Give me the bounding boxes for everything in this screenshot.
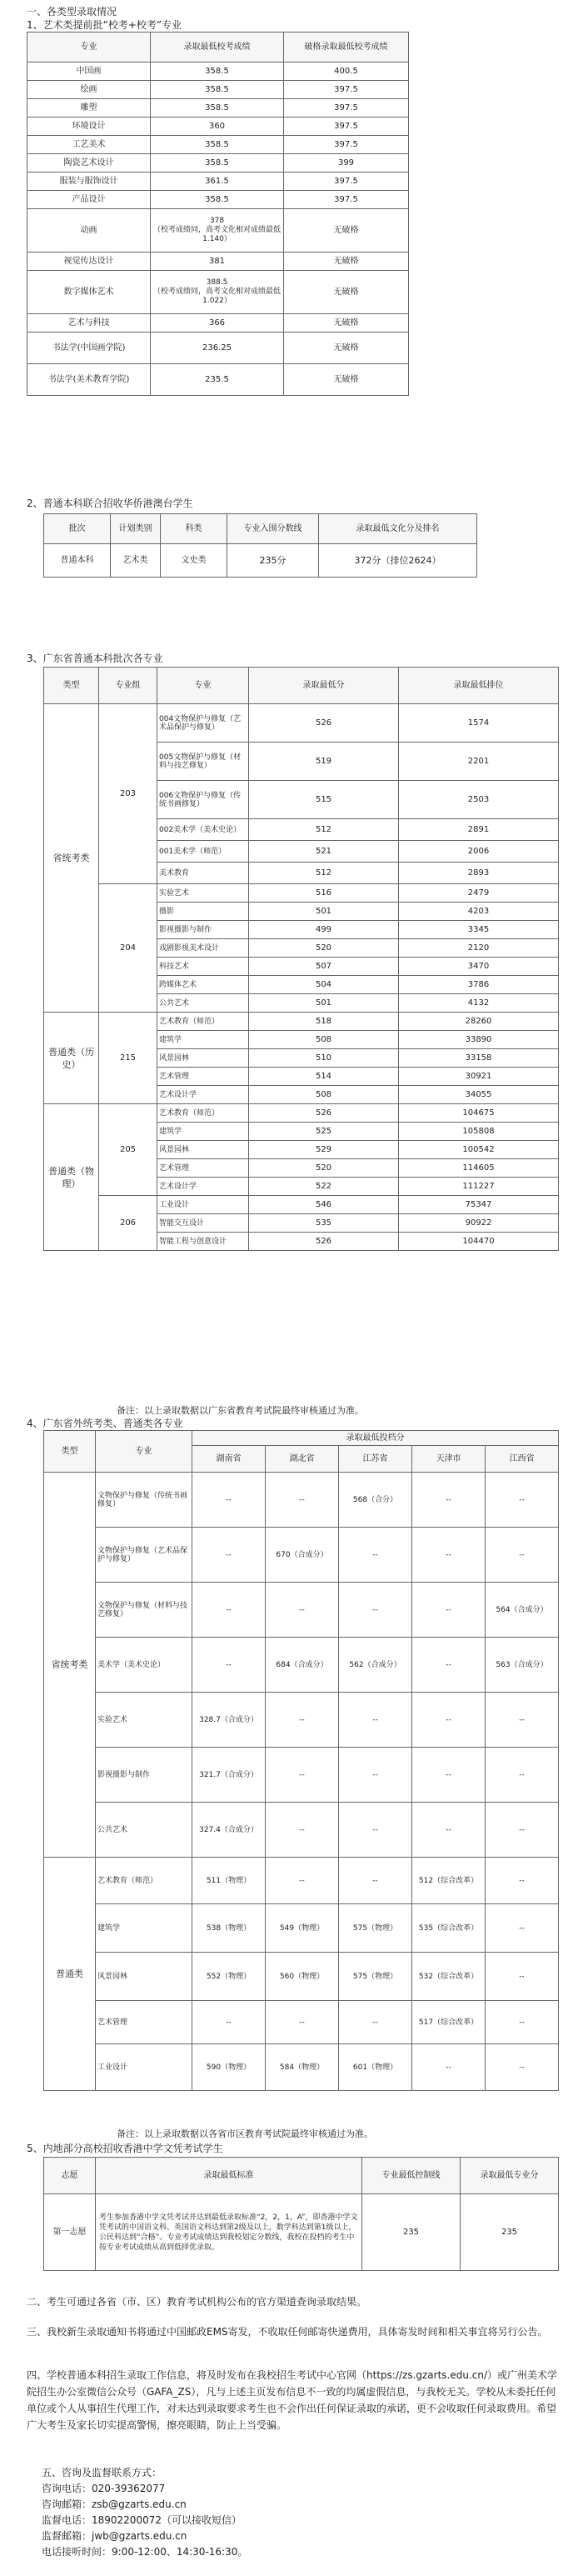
cell: 无破格 <box>284 364 409 396</box>
cell: 文史类 <box>161 544 227 578</box>
cell: 111227 <box>399 1178 559 1196</box>
cell: 服装与服饰设计 <box>27 173 151 191</box>
cell: 321.7（合成分） <box>192 1748 266 1803</box>
table-art-school-exam <box>27 32 409 396</box>
table-overseas <box>43 513 477 578</box>
cell: 工业设计 <box>96 2044 192 2091</box>
cell: -- <box>412 1583 486 1638</box>
cell: 521 <box>249 841 399 863</box>
cell: -- <box>266 1748 339 1803</box>
table-row <box>27 209 409 253</box>
cell: 358.5 <box>151 81 284 99</box>
cell: -- <box>192 1473 266 1528</box>
table-row <box>44 1638 559 1693</box>
col-header: 专业 <box>157 668 249 704</box>
cell: -- <box>412 1638 486 1693</box>
col-header: 专业入围分数线 <box>227 514 319 544</box>
col-header: 录取最低分 <box>249 668 399 704</box>
major-cell: 004文物保护与修复（艺术品保护与修复） <box>157 704 249 743</box>
cell: 114605 <box>399 1159 559 1178</box>
cell: -- <box>339 2001 412 2044</box>
cell: 601（物理） <box>339 2044 412 2091</box>
type-cell: 省统考类 <box>44 1473 96 1858</box>
cell: -- <box>266 1693 339 1748</box>
cell: 508 <box>249 1031 399 1049</box>
cell: 520 <box>249 1159 399 1178</box>
cell: -- <box>486 2001 559 2044</box>
cell: -- <box>486 1473 559 1528</box>
table-row <box>44 2044 559 2091</box>
cell: 501 <box>249 903 399 921</box>
table-row <box>27 173 409 191</box>
s4-note: 备注：以上录取数据以各省市区教育考试院最终审核通过为准。 <box>117 2128 373 2139</box>
table-row <box>44 1748 559 1803</box>
cell: 普通本科 <box>44 544 111 578</box>
table-row <box>27 191 409 209</box>
supervision-phone: 监督电话：18902200072（可以接收短信） <box>42 2514 242 2526</box>
table-row <box>44 1473 559 1528</box>
cell: 563（合成分） <box>486 1638 559 1693</box>
cell: -- <box>339 1693 412 1748</box>
table-row <box>27 314 409 333</box>
major-cell: 006文物保护与修复（传统书画修复） <box>157 781 249 819</box>
cell: 2201 <box>399 743 559 781</box>
type-cell: 普通类（物理） <box>44 1104 99 1251</box>
col-header: 批次 <box>44 514 111 544</box>
cell: 516 <box>249 884 399 903</box>
cell: 30921 <box>399 1068 559 1086</box>
cell: 400.5 <box>284 63 409 81</box>
table-row <box>27 271 409 314</box>
s3-title: 3、广东省普通本科批次各专业 <box>27 653 163 664</box>
cell: 508 <box>249 1086 399 1104</box>
cell: 33158 <box>399 1049 559 1068</box>
cell: 104675 <box>399 1104 559 1123</box>
cell: 28260 <box>399 1013 559 1031</box>
major-cell: 戏剧影视美术设计 <box>157 939 249 958</box>
major-cell: 艺术管理 <box>157 1068 249 1086</box>
cell: 327.4（合成分） <box>192 1803 266 1858</box>
col-header: 录取最低标准 <box>96 2158 362 2194</box>
table-header-row <box>44 514 477 544</box>
table-row <box>27 154 409 173</box>
col-header: 录取最低投档分 <box>192 1431 559 1446</box>
cell: -- <box>339 1803 412 1858</box>
group-cell: 205 <box>99 1104 157 1196</box>
cell: 建筑学 <box>96 1904 192 1953</box>
cell: 书法学(美术教育学院) <box>27 364 151 396</box>
cell: 507 <box>249 958 399 976</box>
cell: 397.5 <box>284 118 409 136</box>
cell: 575（物理） <box>339 1904 412 1953</box>
cell: -- <box>339 1583 412 1638</box>
table-row <box>44 1013 559 1031</box>
cell: 艺术管理 <box>96 2001 192 2044</box>
major-cell: 002美术学（美术史论） <box>157 819 249 841</box>
major-cell: 艺术管理 <box>157 1159 249 1178</box>
cell: 515 <box>249 781 399 819</box>
cell: 雕塑 <box>27 99 151 118</box>
cell: 书法学(中国画学院) <box>27 333 151 364</box>
cell: 552（物理） <box>192 1953 266 2001</box>
cell: 399 <box>284 154 409 173</box>
cell: 684（合成分） <box>266 1638 339 1693</box>
cell: -- <box>412 2044 486 2091</box>
cell: -- <box>486 1528 559 1583</box>
table-header-row <box>44 1431 559 1446</box>
cell: -- <box>486 1858 559 1904</box>
table-hkdse <box>43 2157 559 2271</box>
col-header: 江苏省 <box>339 1446 412 1473</box>
cell: 538（物理） <box>192 1904 266 1953</box>
cell: 526 <box>249 1104 399 1123</box>
group-cell: 203 <box>99 704 157 884</box>
cell: 236.25 <box>151 333 284 364</box>
type-cell: 普通类（历史） <box>44 1013 99 1104</box>
cell: -- <box>486 2044 559 2091</box>
cell: 535（综合改革） <box>412 1904 486 1953</box>
col-header: 类型 <box>44 668 99 704</box>
cell: 510 <box>249 1049 399 1068</box>
cell: 104470 <box>399 1233 559 1251</box>
cell: 4203 <box>399 903 559 921</box>
major-cell: 美术教育 <box>157 863 249 884</box>
major-cell: 建筑学 <box>157 1123 249 1141</box>
cell: 环境设计 <box>27 118 151 136</box>
major-cell: 001美术学（师范） <box>157 841 249 863</box>
cell: 75347 <box>399 1196 559 1214</box>
table-row <box>27 364 409 396</box>
paragraph-2: 二、考生可通过各省（市、区）教育考试机构公布的官方渠道查询录取结果。 <box>27 2296 367 2308</box>
cell: -- <box>192 1583 266 1638</box>
type-cell: 省统考类 <box>44 704 99 1013</box>
table-row <box>44 1693 559 1748</box>
cell: 532（综合改革） <box>412 1953 486 2001</box>
contact-phone: 咨询电话：020-39362077 <box>42 2483 166 2494</box>
cell: 美术学（美术史论） <box>96 1638 192 1693</box>
cell: -- <box>339 1748 412 1803</box>
major-cell: 摄影 <box>157 903 249 921</box>
cell: 397.5 <box>284 173 409 191</box>
s3-note: 备注：以上录取数据以广东省教育考试院最终审核通过为准。 <box>117 1405 364 1416</box>
cell: 影视摄影与制作 <box>96 1748 192 1803</box>
major-cell: 艺术设计学 <box>157 1178 249 1196</box>
table-row <box>27 333 409 364</box>
cell: 视觉传达设计 <box>27 253 151 271</box>
major-cell: 智能交互设计 <box>157 1214 249 1233</box>
supervision-email: 监督邮箱：jwb@gzarts.edu.cn <box>42 2530 187 2542</box>
cell: 2503 <box>399 781 559 819</box>
s1-title: 1、艺术类提前批“校考+校考”专业 <box>27 19 182 31</box>
cell: 358.5 <box>151 63 284 81</box>
major-cell: 风景园林 <box>157 1141 249 1159</box>
table-row <box>44 884 559 903</box>
cell: 3470 <box>399 958 559 976</box>
cell: -- <box>486 1693 559 1748</box>
table-header-row <box>27 33 409 63</box>
cell: 366 <box>151 314 284 333</box>
cell: 562（合成分） <box>339 1638 412 1693</box>
table-row <box>44 704 559 743</box>
cell: 512（综合改革） <box>412 1858 486 1904</box>
table-row <box>27 136 409 154</box>
table-row <box>44 544 477 578</box>
col-header: 专业最低控制线 <box>362 2158 461 2194</box>
contact-title: 五、咨询及监督联系方式： <box>42 2467 162 2478</box>
major-cell: 公共艺术 <box>157 994 249 1013</box>
contact-block <box>42 2465 247 2560</box>
cell: 358.5 <box>151 99 284 118</box>
col-header: 天津市 <box>412 1446 486 1473</box>
cell: 584（物理） <box>266 2044 339 2091</box>
cell: 3786 <box>399 976 559 994</box>
cell: 517（综合改革） <box>412 2001 486 2044</box>
cell: 动画 <box>27 209 151 253</box>
cell: 499 <box>249 921 399 939</box>
cell: -- <box>486 1953 559 2001</box>
paragraph-4: 四、学校普通本科招生录取工作信息，将及时发布在我校招生考试中心官网（https://zs.gzarts.edu.cn/）或广州美术学院招生办公室微信公众号（GAFA_ZS），凡与上述主页发布信息不一致的均属虚假信息，与我校无关。学校从未委托任何单位或个人从事招生代理工作，对未达到录取要求考生也不会作出任何保证录取的承诺，更不会收取任何录取费用。希望广大考生及家长切实提高警惕，擦亮眼睛，防止上当受骗。 <box>27 2369 558 2431</box>
major-cell: 风景园林 <box>157 1049 249 1068</box>
major-cell: 影视摄影与制作 <box>157 921 249 939</box>
cell: 文物保护与修复（传统书画修复） <box>96 1473 192 1528</box>
cell: -- <box>266 1583 339 1638</box>
cell: 388.5 （校考成绩同，高考文化相对成绩最低1.022） <box>151 271 284 314</box>
table-row <box>27 253 409 271</box>
s2-title: 2、普通本科联合招收华侨港澳台学生 <box>27 498 193 509</box>
table-row <box>44 1904 559 1953</box>
table-guangdong <box>43 667 559 1251</box>
cell: 520 <box>249 939 399 958</box>
cell: -- <box>339 1528 412 1583</box>
col-header: 专业组 <box>99 668 157 704</box>
cell: 文物保护与修复（材料与技艺修复） <box>96 1583 192 1638</box>
cell: 2893 <box>399 863 559 884</box>
cell: 2006 <box>399 841 559 863</box>
cell: 575（物理） <box>339 1953 412 2001</box>
cell: 100542 <box>399 1141 559 1159</box>
col-header: 湖北省 <box>266 1446 339 1473</box>
cell: 考生参加香港中学文凭考试并达到最低录取标准“2，2，1，A”，即香港中学文凭考试的中国语文科、英国语文科达到第2级及以上，数学科达到第1级以上，公民科达到“合格”。专业考试成绩达到我校划定分数线，我校在投档的考生中按专业考试成绩从高到低择优录取。 <box>96 2194 362 2271</box>
phone-hours: 电话接听时间：9:00-12:00、14:30-16:30。 <box>42 2546 248 2558</box>
cell: 525 <box>249 1123 399 1141</box>
cell: 2479 <box>399 884 559 903</box>
col-header: 类型 <box>44 1431 96 1473</box>
cell: -- <box>486 1904 559 1953</box>
cell: 501 <box>249 994 399 1013</box>
s5-title: 5、内地部分高校招收香港中学文凭考试学生 <box>27 2143 223 2154</box>
cell: 504 <box>249 976 399 994</box>
table-row <box>44 1104 559 1123</box>
table-row <box>27 118 409 136</box>
cell: 无破格 <box>284 314 409 333</box>
col-header: 破格录取最低校考成绩 <box>284 33 409 63</box>
table-row <box>44 1858 559 1904</box>
group-cell: 215 <box>99 1013 157 1104</box>
col-header: 录取最低排位 <box>399 668 559 704</box>
major-cell: 智能工程与创意设计 <box>157 1233 249 1251</box>
cell: 无破格 <box>284 253 409 271</box>
cell: -- <box>412 1528 486 1583</box>
cell: 无破格 <box>284 209 409 253</box>
cell: 560（物理） <box>266 1953 339 2001</box>
table-row <box>27 63 409 81</box>
table-row <box>44 1583 559 1638</box>
type-cell: 普通类 <box>44 1858 96 2091</box>
cell: 艺术类 <box>111 544 161 578</box>
cell: 4132 <box>399 994 559 1013</box>
cell: -- <box>266 1473 339 1528</box>
table-header-row <box>44 2158 559 2194</box>
col-header: 录取最低文化分及排名 <box>319 514 477 544</box>
cell: 514 <box>249 1068 399 1086</box>
major-cell: 实验艺术 <box>157 884 249 903</box>
col-header: 录取最低校考成绩 <box>151 33 284 63</box>
group-cell: 204 <box>99 884 157 1013</box>
cell: -- <box>339 1858 412 1904</box>
cell: -- <box>266 1803 339 1858</box>
table-row <box>27 81 409 99</box>
cell: 518 <box>249 1013 399 1031</box>
main-heading: 一、各类型录取情况 <box>27 6 117 18</box>
cell: -- <box>192 1528 266 1583</box>
cell: 公共艺术 <box>96 1803 192 1858</box>
cell: -- <box>266 1858 339 1904</box>
paragraph-3: 三、我校新生录取通知书将通过中国邮政EMS寄发，不收取任何邮寄快递费用，具体寄发时间和相关事宜将另行公告。 <box>27 2326 548 2338</box>
table-row <box>44 1528 559 1583</box>
cell: 2120 <box>399 939 559 958</box>
contact-email: 咨询邮箱：zsb@gzarts.edu.cn <box>42 2498 187 2510</box>
major-cell: 工业设计 <box>157 1196 249 1214</box>
col-header: 专业 <box>27 33 151 63</box>
cell: 358.5 <box>151 191 284 209</box>
cell: -- <box>192 2001 266 2044</box>
cell: 361.5 <box>151 173 284 191</box>
table-header-row <box>44 668 559 704</box>
col-header: 湖南省 <box>192 1446 266 1473</box>
cell: 397.5 <box>284 191 409 209</box>
major-cell: 科技艺术 <box>157 958 249 976</box>
major-cell: 跨媒体艺术 <box>157 976 249 994</box>
cell: 529 <box>249 1141 399 1159</box>
major-cell: 艺术教育（师范） <box>157 1104 249 1123</box>
cell: 无破格 <box>284 271 409 314</box>
cell: 397.5 <box>284 99 409 118</box>
col-header: 录取最低专业分 <box>461 2158 559 2194</box>
cell: 590（物理） <box>192 2044 266 2091</box>
cell: -- <box>266 2001 339 2044</box>
table-row <box>44 2194 559 2271</box>
cell: 235.5 <box>151 364 284 396</box>
cell: 328.7（合成分） <box>192 1693 266 1748</box>
cell: 546 <box>249 1196 399 1214</box>
cell: 235 <box>362 2194 461 2271</box>
cell: -- <box>192 1638 266 1693</box>
cell: 陶瓷艺术设计 <box>27 154 151 173</box>
cell: 512 <box>249 863 399 884</box>
cell: 1574 <box>399 704 559 743</box>
major-cell: 005文物保护与修复（材料与技艺修复） <box>157 743 249 781</box>
cell: 397.5 <box>284 136 409 154</box>
table-row <box>44 2001 559 2044</box>
s4-title: 4、广东省外统考类、普通类各专业 <box>27 1418 183 1429</box>
cell: 535 <box>249 1214 399 1233</box>
cell: 数字媒体艺术 <box>27 271 151 314</box>
cell: 第一志愿 <box>44 2194 96 2271</box>
cell: 3345 <box>399 921 559 939</box>
cell: 549（物理） <box>266 1904 339 1953</box>
cell: 372分（排位2624） <box>319 544 477 578</box>
cell: -- <box>412 1803 486 1858</box>
cell: 90922 <box>399 1214 559 1233</box>
cell: 358.5 <box>151 154 284 173</box>
cell: 378 （校考成绩同，高考文化相对成绩最低1.140） <box>151 209 284 253</box>
col-header: 专业 <box>96 1431 192 1473</box>
cell: 无破格 <box>284 333 409 364</box>
table-row <box>27 99 409 118</box>
cell: 235 <box>461 2194 559 2271</box>
cell: -- <box>486 1748 559 1803</box>
col-header: 计划类别 <box>111 514 161 544</box>
cell: 512 <box>249 819 399 841</box>
cell: 381 <box>151 253 284 271</box>
cell: 实验艺术 <box>96 1693 192 1748</box>
cell: 564（合成分） <box>486 1583 559 1638</box>
cell: 产品设计 <box>27 191 151 209</box>
table-row <box>44 1196 559 1214</box>
cell: 511（物理） <box>192 1858 266 1904</box>
cell: 526 <box>249 1233 399 1251</box>
col-header: 志愿 <box>44 2158 96 2194</box>
cell: 艺术教育（师范） <box>96 1858 192 1904</box>
cell: 文物保护与修复（艺术品保护与修复） <box>96 1528 192 1583</box>
cell: 568（合分） <box>339 1473 412 1528</box>
cell: -- <box>412 1693 486 1748</box>
cell: 358.5 <box>151 136 284 154</box>
major-cell: 艺术设计学 <box>157 1086 249 1104</box>
table-row <box>44 1803 559 1858</box>
cell: 艺术与科技 <box>27 314 151 333</box>
cell: 526 <box>249 704 399 743</box>
cell: 中国画 <box>27 63 151 81</box>
cell: -- <box>486 1803 559 1858</box>
cell: -- <box>412 1473 486 1528</box>
cell: 360 <box>151 118 284 136</box>
cell: -- <box>412 1748 486 1803</box>
cell: 风景园林 <box>96 1953 192 2001</box>
cell: 绘画 <box>27 81 151 99</box>
table-row <box>44 1953 559 2001</box>
cell: 522 <box>249 1178 399 1196</box>
cell: 235分 <box>227 544 319 578</box>
cell: 397.5 <box>284 81 409 99</box>
major-cell: 艺术教育（师范） <box>157 1013 249 1031</box>
col-header: 科类 <box>161 514 227 544</box>
cell: 工艺美术 <box>27 136 151 154</box>
col-header: 江西省 <box>486 1446 559 1473</box>
major-cell: 建筑学 <box>157 1031 249 1049</box>
cell: 670（合成分） <box>266 1528 339 1583</box>
table-other-provinces <box>43 1430 559 2091</box>
cell: 33890 <box>399 1031 559 1049</box>
cell: 105808 <box>399 1123 559 1141</box>
cell: 34055 <box>399 1086 559 1104</box>
cell: 2891 <box>399 819 559 841</box>
group-cell: 206 <box>99 1196 157 1251</box>
cell: 519 <box>249 743 399 781</box>
